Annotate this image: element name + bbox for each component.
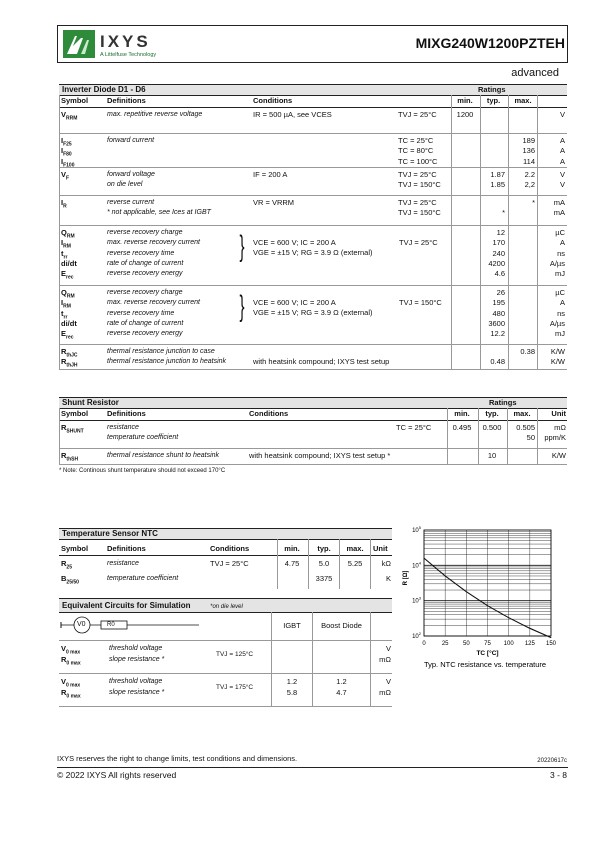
diode-row-typ: 240 — [492, 248, 505, 258]
diode-row-symbol: $I_{F100}$ — [61, 156, 75, 169]
col-min: min. — [454, 409, 470, 418]
footer-divider — [57, 767, 568, 768]
diode-row-rule — [59, 344, 567, 345]
col-max: max. — [513, 409, 531, 418]
diode-row-temp-condition: TVJ = 25°C — [398, 110, 437, 119]
col-conditions: Conditions — [253, 96, 293, 105]
col-typ: typ. — [485, 409, 499, 418]
equiv-row-diode: 1.2 — [336, 677, 347, 686]
col-unit: Unit — [373, 544, 388, 553]
col-symbol: Symbol — [61, 96, 89, 105]
diode-row-typ: 0.48 — [490, 357, 505, 367]
col-conditions: Conditions — [210, 544, 250, 553]
y-tick-label: $10^5$ — [412, 525, 421, 534]
ntc-row-symbol: $R_{25}$ — [61, 559, 72, 571]
diode-row-unit: ns — [557, 308, 565, 318]
equiv-row-definition: slope resistance * — [109, 689, 165, 696]
equiv-row-igbt: 1.2 — [286, 677, 298, 686]
y-tick-label: $10^2$ — [412, 631, 421, 640]
x-tick-label: 25 — [441, 641, 449, 647]
shunt-row-symbol: $R_{thSH}$ — [61, 451, 79, 463]
diode-row-unit: mJ — [555, 329, 565, 339]
diode-row-temp-condition: TC = 80°C — [398, 146, 434, 156]
diode-row-definition: * not applicable, see Ices at IGBT — [107, 209, 211, 217]
diode-row-typ: 480 — [492, 308, 505, 318]
ntc-row-condition: TVJ = 25°C — [210, 559, 249, 568]
diode-row-temp-condition: TVJ = 150°C — [398, 208, 441, 218]
x-tick-label: 0 — [422, 641, 426, 647]
equiv-row-condition: TVJ = 175°C — [216, 684, 254, 691]
diode-row-symbol: $R_{thJC}$ — [61, 347, 78, 359]
x-tick-label: 75 — [484, 641, 491, 647]
shunt-row-unit: ppm/K — [544, 433, 566, 443]
data-point — [487, 605, 488, 606]
data-point — [424, 558, 425, 559]
shunt-col-divider — [537, 408, 538, 464]
shunt-col-divider — [447, 408, 448, 464]
diode-row-rule — [59, 285, 567, 286]
data-point — [529, 628, 530, 629]
diode-row-definition: thermal resistance junction to heatsink — [107, 358, 227, 366]
equiv-row-condition: TVJ = 125°C — [216, 651, 254, 658]
diode-row-typ: 4.6 — [494, 269, 505, 279]
diode-row-unit: A — [559, 146, 565, 156]
equiv-row-symbol: $V_{0 max}$ — [61, 644, 81, 656]
diode-row-symbol: $E_{rec}$ — [61, 269, 74, 281]
diode-row-definition: reverse recovery time — [107, 249, 175, 257]
v0-label: V0 — [77, 621, 86, 628]
ntc-row-definition: resistance — [107, 560, 139, 567]
equiv-row-definition: slope resistance * — [109, 656, 165, 663]
equiv-col-divider — [370, 612, 371, 706]
shunt-row-max: 50 — [526, 433, 535, 443]
diode-row-max: 114 — [523, 156, 535, 166]
diode-row-symbol: $I_{RM}$ — [61, 238, 71, 250]
col-definitions: Definitions — [107, 544, 146, 553]
equiv-row-unit: mΩ — [379, 655, 391, 664]
ntc-col-divider — [308, 539, 309, 589]
diode-row-rule — [59, 167, 567, 168]
diode-row-typ: 12.2 — [490, 329, 505, 339]
shunt-row-definition: temperature coefficient — [107, 434, 179, 442]
equiv-section-title: Equivalent Circuits for Simulation *on die level — [59, 599, 392, 612]
diode-row-typ: 1.87 — [490, 170, 505, 179]
ntc-header-rule — [59, 539, 392, 540]
diode-row-definition: max. repetitive reverse voltage — [107, 111, 203, 118]
diode-row-unit: µC — [555, 228, 565, 237]
diode-row-typ: 170 — [492, 238, 505, 248]
y-tick-label: $10^3$ — [412, 595, 421, 605]
shunt-row-temp-condition: TC = 25°C — [396, 423, 432, 432]
col-max: max. — [514, 96, 532, 105]
diode-row-symbol: $I_R$ — [61, 198, 67, 210]
diode-row-unit: A — [559, 156, 565, 166]
diode-row-definition: rate of change of current — [107, 259, 184, 267]
shunt-section-title: Shunt Resistor — [59, 397, 567, 408]
data-point — [551, 637, 552, 638]
diode-row-definition: forward current — [107, 137, 155, 144]
equiv-row-unit: V — [385, 644, 391, 653]
diode-row-symbol: $Q_{RM}$ — [61, 228, 75, 240]
diode-row-symbol: $Q_{RM}$ — [61, 288, 75, 300]
equiv-row-symbol: $R_{0 max}$ — [61, 688, 81, 700]
ntc-row-typ: 5.0 — [318, 559, 330, 568]
diode-row-symbol: $V_{RRM}$ — [61, 110, 78, 122]
diode-row-rule — [59, 133, 567, 134]
shunt-col-divider — [507, 408, 508, 464]
brace-icon: } — [239, 230, 245, 263]
diode-row-unit: K/W — [550, 347, 565, 356]
diode-row-symbol: $I_{F80}$ — [61, 146, 72, 158]
x-tick-label: 50 — [462, 641, 470, 647]
shunt-row-condition: with heatsink compound; IXYS test setup * — [249, 451, 391, 460]
ntc-section-title: Temperature Sensor NTC — [59, 528, 392, 539]
shunt-ratings-label: Ratings — [489, 398, 517, 407]
diode-cols-rule — [59, 107, 567, 108]
col-typ: typ. — [317, 544, 331, 553]
diode-row-symbol: $E_{rec}$ — [61, 329, 74, 341]
diode-row-rule — [59, 369, 567, 370]
diode-row-max: 2.2 — [524, 170, 535, 179]
diode-row-max: 0.38 — [520, 347, 535, 356]
diode-row-symbol: di/dt — [61, 258, 77, 268]
r0-label: R0 — [107, 622, 115, 628]
diode-row-condition: VR = VRRM — [253, 198, 295, 207]
shunt-row-rule — [59, 464, 567, 465]
ntc-col-divider — [370, 539, 371, 589]
diode-row-min: 1200 — [456, 110, 474, 119]
diode-row-typ: 4200 — [488, 258, 505, 268]
diode-row-temp-condition: TC = 100°C — [398, 156, 438, 166]
equiv-row-definition: threshold voltage — [109, 645, 163, 652]
shunt-row-symbol: $R_{SHUNT}$ — [61, 423, 84, 435]
diode-col-divider — [59, 95, 60, 369]
diode-row-temp-condition: TVJ = 150°C — [398, 180, 441, 190]
brand-name: IXYS — [100, 32, 151, 51]
diode-row-temp-condition: TC = 25°C — [398, 136, 434, 145]
diode-row-unit: µC — [555, 288, 565, 297]
diode-row-condition: with heatsink compound; IXYS test setup — [253, 357, 390, 367]
diode-row-unit: V — [559, 110, 565, 119]
ntc-cols-rule — [59, 555, 392, 556]
diode-row-condition: VGE = ±15 V; RG = 3.9 Ω (external) — [253, 248, 373, 258]
ntc-table — [59, 526, 392, 591]
diode-row-rule — [59, 225, 567, 226]
equiv-circuits-table — [59, 598, 392, 708]
diode-row-definition: reverse recovery charge — [107, 229, 183, 236]
diode-row-unit: A/µs — [549, 318, 565, 328]
diode-row-typ: 195 — [492, 298, 505, 308]
equiv-col-divider — [271, 612, 272, 706]
col-typ: typ. — [486, 96, 501, 105]
shunt-row-definition: thermal resistance shunt to heatsink — [107, 452, 220, 459]
diode-row-condition: VCE = 600 V; IC = 200 A — [253, 298, 336, 307]
ntc-row-unit: K — [385, 574, 391, 583]
inverter-diode-table — [59, 84, 567, 374]
diode-col-divider — [451, 95, 452, 369]
col-conditions: Conditions — [249, 409, 289, 418]
ntc-row-min: 4.75 — [284, 559, 300, 568]
diode-row-definition: reverse recovery time — [107, 309, 175, 317]
ntc-chart-svg — [395, 522, 575, 672]
equiv-cols-rule — [59, 640, 392, 641]
diode-row-definition: reverse recovery energy — [107, 330, 183, 338]
equiv-row-unit: mΩ — [379, 688, 391, 697]
ntc-row-unit: kΩ — [381, 559, 391, 568]
x-axis-label: TC [°C] — [476, 650, 499, 657]
ntc-col-divider — [339, 539, 340, 589]
diode-row-symbol: $t_{rr}$ — [61, 248, 68, 261]
ntc-row-symbol: $B_{25/50}$ — [61, 574, 79, 586]
col-min: min. — [457, 96, 473, 105]
ixys-logo-icon — [63, 30, 95, 58]
data-point — [466, 591, 467, 592]
diode-row-symbol: $I_{RM}$ — [61, 298, 71, 310]
shunt-row-rule — [59, 448, 567, 449]
shunt-top-rule — [59, 397, 567, 398]
shunt-row-typ: 0.500 — [482, 423, 502, 432]
diode-row-symbol: $V_F$ — [61, 170, 70, 182]
shunt-row-typ: 10 — [487, 451, 497, 460]
equiv-row-diode: 4.7 — [336, 688, 347, 697]
diode-row-definition: reverse recovery charge — [107, 289, 183, 296]
shunt-row-max: 0.505 — [516, 423, 535, 432]
footer-date: 20220617c — [537, 758, 567, 764]
footer-disclaimer: IXYS reserves the right to change limits, test conditions and dimensions. — [57, 754, 298, 763]
diode-row-symbol: $I_{F25}$ — [61, 136, 72, 148]
diode-row-max: * — [532, 198, 535, 207]
diode-row-symbol: di/dt — [61, 318, 77, 328]
diode-row-definition: reverse current — [107, 199, 155, 206]
equiv-col-divider — [312, 612, 313, 706]
shunt-row-unit: mΩ — [554, 423, 566, 432]
diode-row-definition: thermal resistance junction to case — [107, 348, 215, 355]
x-tick-label: 150 — [545, 641, 557, 647]
page-number: 3 - 8 — [549, 770, 567, 780]
equiv-row-rule — [59, 673, 392, 674]
diode-top-rule — [59, 84, 567, 85]
diode-col-divider — [537, 95, 538, 369]
diode-ratings-label: Ratings — [478, 85, 506, 94]
part-number: MIXG240W1200PZTEH — [415, 35, 565, 51]
diode-row-temp-condition: TVJ = 25°C — [398, 198, 437, 207]
shunt-col-divider — [478, 408, 479, 464]
y-tick-label: $10^4$ — [412, 560, 421, 570]
diode-row-definition: reverse recovery energy — [107, 270, 183, 278]
col-symbol: Symbol — [61, 544, 89, 553]
diode-row-unit: V — [559, 180, 565, 190]
diode-row-unit: A/µs — [549, 258, 565, 268]
x-tick-label: 100 — [503, 641, 514, 647]
col-definitions: Definitions — [107, 96, 146, 105]
diode-row-typ: 1.85 — [490, 180, 505, 190]
col-unit: Unit — [551, 409, 566, 418]
shunt-col-divider — [59, 408, 60, 464]
data-point — [445, 576, 446, 577]
footer-copyright: © 2022 IXYS All rights reserved — [57, 770, 177, 780]
x-tick-label: 125 — [524, 641, 535, 647]
diode-row-definition: forward voltage — [107, 171, 155, 178]
equiv-row-igbt: 5.8 — [286, 688, 298, 697]
diode-row-unit: A — [559, 136, 565, 145]
diode-row-condition: VCE = 600 V; IC = 200 A — [253, 238, 336, 247]
diode-row-unit: mJ — [555, 269, 565, 279]
equiv-row-rule — [59, 706, 392, 707]
diode-row-typ: 12 — [496, 228, 505, 237]
chart-title: Typ. NTC resistance vs. temperature — [423, 660, 547, 669]
diode-row-unit: K/W — [550, 357, 565, 367]
brand-sub: A Littelfuse Technology — [100, 52, 157, 58]
diode-row-unit: mA — [553, 208, 565, 218]
col-igbt: IGBT — [283, 621, 301, 630]
diode-row-unit: A — [559, 298, 565, 308]
diode-row-definition: max. reverse recovery current — [107, 239, 200, 247]
diode-section-title: Inverter Diode D1 - D6 — [59, 84, 567, 95]
ntc-row-max: 5.25 — [347, 559, 363, 568]
equiv-row-symbol: $R_{0 max}$ — [61, 655, 81, 667]
shunt-row-min: 0.495 — [452, 423, 472, 432]
diode-row-symbol: $R_{thJH}$ — [61, 357, 78, 369]
ntc-row-definition: temperature coefficient — [107, 575, 179, 582]
diode-row-typ: * — [502, 208, 505, 218]
diode-row-condition: IR = 500 µA, see VCES — [253, 110, 332, 119]
shunt-row-definition: resistance — [107, 424, 139, 431]
equiv-row-unit: V — [385, 677, 391, 686]
status-label: advanced — [511, 67, 559, 79]
col-boost-diode: Boost Diode — [321, 621, 362, 630]
data-point — [508, 617, 509, 618]
shunt-row-unit: K/W — [551, 451, 566, 460]
diode-row-definition: max. reverse recovery current — [107, 299, 200, 307]
diode-row-unit: mA — [553, 198, 565, 207]
diode-col-divider — [480, 95, 481, 369]
diode-row-symbol: $t_{rr}$ — [61, 308, 68, 321]
brace-icon: } — [239, 290, 245, 323]
diode-row-temp-condition: TVJ = 25°C — [398, 170, 437, 179]
diode-row-unit: A — [559, 238, 565, 248]
col-symbol: Symbol — [61, 409, 89, 418]
diode-row-condition: IF = 200 A — [253, 170, 288, 179]
diode-col-divider — [508, 95, 509, 369]
col-min: min. — [284, 544, 300, 553]
diode-row-temp-condition: TVJ = 150°C — [399, 298, 442, 307]
shunt-cols-rule — [59, 420, 567, 421]
diode-row-condition: VGE = ±15 V; RG = 3.9 Ω (external) — [253, 308, 373, 318]
diode-row-typ: 3600 — [488, 318, 505, 328]
equiv-row-definition: threshold voltage — [109, 678, 163, 685]
diode-row-definition: rate of change of current — [107, 319, 184, 327]
diode-row-temp-condition: TVJ = 25°C — [399, 238, 438, 247]
diode-row-unit: ns — [557, 248, 565, 258]
equiv-row-symbol: $V_{0 max}$ — [61, 677, 81, 689]
diode-row-rule — [59, 195, 567, 196]
col-max: max. — [346, 544, 364, 553]
ntc-col-divider — [277, 539, 278, 589]
shunt-resistor-table — [59, 397, 567, 477]
diode-row-max: 136 — [522, 146, 535, 156]
diode-row-max: 2,2 — [524, 180, 535, 190]
diode-row-unit: V — [559, 170, 565, 179]
y-axis-label: R [Ω] — [403, 570, 409, 586]
diode-row-definition: on die level — [107, 181, 143, 189]
ntc-top-rule — [59, 528, 392, 529]
ntc-row-typ: 3375 — [315, 574, 333, 583]
diode-row-typ: 26 — [496, 288, 505, 297]
diode-row-max: 189 — [522, 136, 535, 145]
equiv-header-rule — [59, 612, 392, 613]
col-definitions: Definitions — [107, 409, 146, 418]
ntc-chart — [395, 522, 575, 672]
shunt-note: * Note: Continous shunt temperature should not exceed 170°C — [59, 468, 226, 474]
